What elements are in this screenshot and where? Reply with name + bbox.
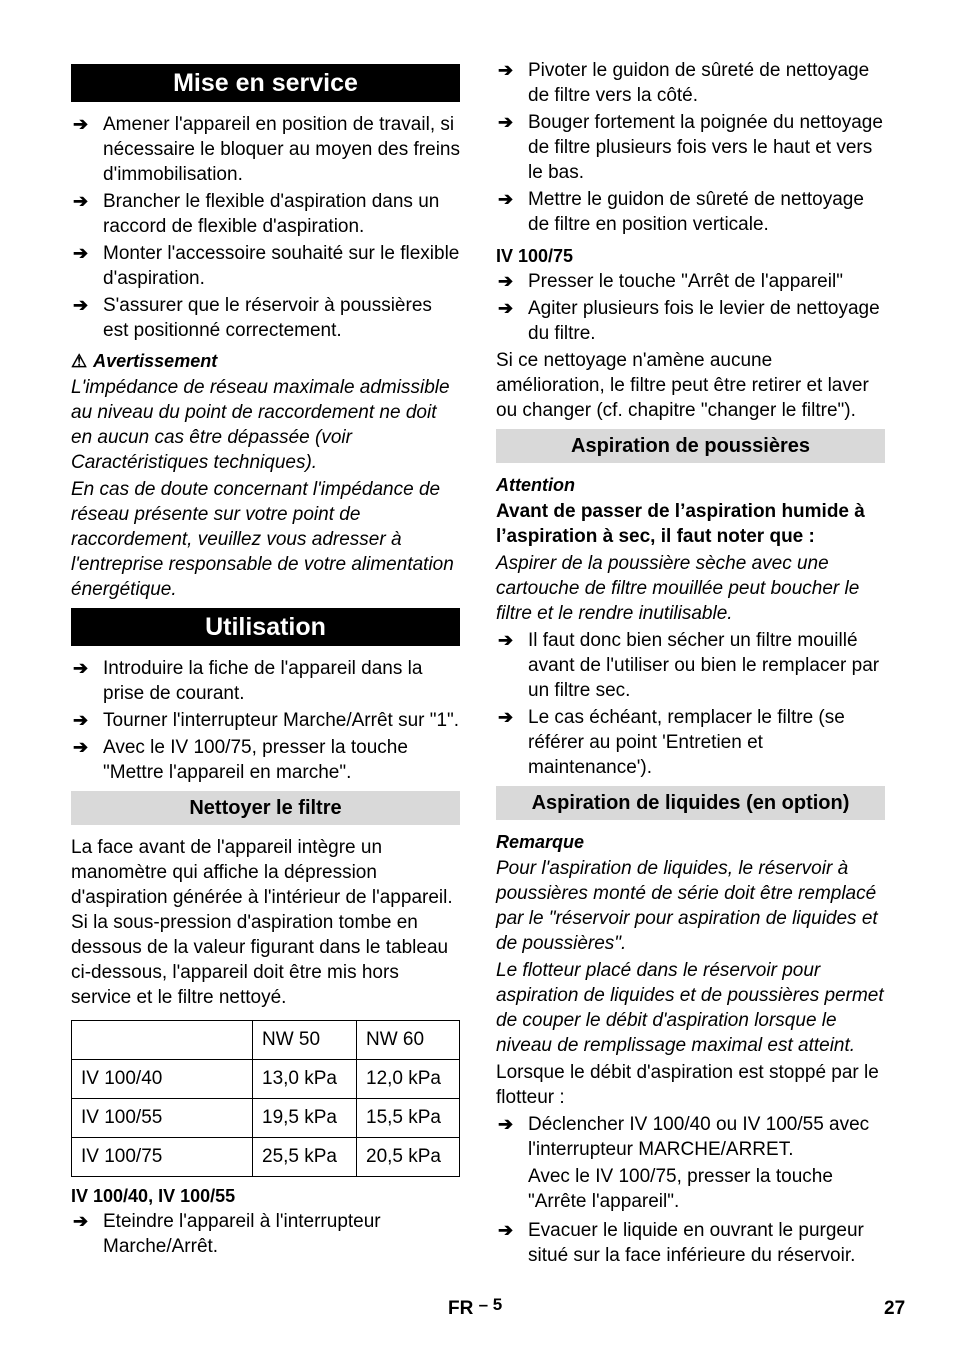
remark-label: Remarque — [496, 832, 585, 852]
arrow-right-icon: ➔ — [498, 271, 514, 291]
warning-label: ⚠ Avertissement — [71, 351, 218, 371]
section-title-aspiration-liquides: Aspiration de liquides (en option) — [496, 786, 885, 820]
table-cell: IV 100/75 — [72, 1138, 253, 1177]
arrow-right-icon: ➔ — [73, 1211, 89, 1231]
table-cell: NW 50 — [253, 1021, 357, 1060]
table-cell: 20,5 kPa — [357, 1138, 460, 1177]
step-item: ➔ Il faut donc bien sécher un filtre mouillé avant de l'utiliser ou bien le remplacer par un filtre sec. — [498, 630, 880, 701]
stop-text: Lorsque le débit d'aspiration est stoppé par le flotteur : — [496, 1062, 879, 1108]
arrow-right-icon: ➔ — [498, 707, 514, 727]
filter-note: Si ce nettoyage n'amène aucune amélioration, le filtre peut être retirer et laver ou changer (cf. chapitre "changer le filtre"). — [496, 350, 869, 421]
subheading-iv-100-75: IV 100/75 — [496, 246, 574, 266]
step-item: ➔ Bouger fortement la poignée du nettoyage de filtre plusieurs fois vers le haut et vers le bas. — [498, 112, 883, 183]
step-item: ➔ Amener l'appareil en position de travail, si nécessaire le bloquer au moyen des freins d'immobilisation. — [73, 114, 460, 185]
arrow-right-icon: ➔ — [73, 114, 89, 134]
step-item: ➔ S'assurer que le réservoir à poussières est positionné correctement. — [73, 295, 432, 341]
step-item: ➔ Eteindre l'appareil à l'interrupteur Marche/Arrêt. — [73, 1211, 381, 1257]
table-header-row — [72, 1021, 460, 1060]
footer-language: FR – 5 — [448, 1295, 503, 1319]
step-item: ➔ Mettre le guidon de sûreté de nettoyage de filtre en position verticale. — [498, 189, 864, 235]
attention-label: Attention — [496, 475, 575, 495]
attention-text: Aspirer de la poussière sèche avec une cartouche de filtre mouillée peut boucher le filtre et le rendre inutilisable. — [496, 553, 860, 624]
section-title-utilisation: Utilisation — [71, 608, 460, 646]
pressure-table — [71, 1020, 460, 1177]
indented-note: Avec le IV 100/75, presser la touche "Arrête l'appareil". — [528, 1166, 833, 1212]
subheading-iv-100-40-55: IV 100/40, IV 100/55 — [71, 1186, 236, 1206]
step-item: ➔ Pivoter le guidon de sûreté de nettoyage de filtre vers la côté. — [498, 60, 870, 106]
table-cell: 19,5 kPa — [253, 1099, 357, 1138]
step-item: ➔ Agiter plusieurs fois le levier de nettoyage du filtre. — [498, 298, 880, 344]
footer-section: – 5 — [478, 1295, 503, 1314]
step-item: ➔ Tourner l'interrupteur Marche/Arrêt sur "1". — [73, 710, 460, 731]
table-cell: 25,5 kPa — [253, 1138, 357, 1177]
step-item: ➔ Le cas échéant, remplacer le filtre (se référer au point 'Entretien et maintenance'). — [498, 707, 845, 778]
left-column — [71, 58, 460, 1261]
filter-description: La face avant de l'appareil intègre un manomètre qui affiche la dépression d'aspiration générée à l'intérieur de l'appareil. Si la sous-pression d'aspiration tombe en dessous de la valeur figurant dans le tableau ci-dessous, l'appareil doit être mis hors service et le filtre nettoyé. — [71, 837, 453, 1008]
table-cell: NW 60 — [357, 1021, 460, 1060]
table-cell: 12,0 kPa — [357, 1060, 460, 1099]
warning-triangle-icon: ⚠ — [71, 351, 88, 371]
step-item: ➔ Monter l'accessoire souhaité sur le flexible d'aspiration. — [73, 243, 460, 289]
arrow-right-icon: ➔ — [498, 112, 514, 132]
table-cell: 15,5 kPa — [357, 1099, 460, 1138]
attention-bold-text: Avant de passer de l’aspiration humide à l’aspiration à sec, il faut noter que : — [496, 501, 865, 547]
warning-text-2: En cas de doute concernant l'impédance de réseau présente sur votre point de raccordement, veuillez vous adresser à l'entreprise responsable de votre alimentation énergétique. — [71, 479, 454, 600]
page-number: 27 — [884, 1298, 906, 1319]
step-item: ➔ Presser le touche "Arrêt de l'appareil" — [498, 271, 843, 292]
table-cell — [72, 1021, 253, 1060]
arrow-right-icon: ➔ — [498, 189, 514, 209]
arrow-right-icon: ➔ — [73, 295, 89, 315]
arrow-right-icon: ➔ — [498, 1220, 514, 1240]
table-row — [72, 1099, 460, 1138]
step-item: ➔ Evacuer le liquide en ouvrant le purgeur situé sur la face inférieure du réservoir. — [498, 1220, 864, 1266]
remark-text-1: Pour l'aspiration de liquides, le réservoir à poussières monté de série doit être remplacé par le "réservoir pour aspiration de liquides et de poussières". — [496, 858, 878, 954]
arrow-right-icon: ➔ — [73, 191, 89, 211]
step-item: ➔ Introduire la fiche de l'appareil dans la prise de courant. — [73, 658, 423, 704]
arrow-right-icon: ➔ — [498, 1114, 514, 1134]
step-item: ➔ Déclencher IV 100/40 ou IV 100/55 avec l'interrupteur MARCHE/ARRET. — [498, 1114, 870, 1160]
remark-text-2: Le flotteur placé dans le réservoir pour aspiration de liquides et de poussières permet de couper le débit d'aspiration lorsque le niveau de remplissage maximal est atteint. — [496, 960, 884, 1056]
arrow-right-icon: ➔ — [73, 737, 89, 757]
step-item: ➔ Avec le IV 100/75, presser la touche "Mettre l'appareil en marche". — [73, 737, 408, 783]
arrow-right-icon: ➔ — [73, 243, 89, 263]
section-title-nettoyer-filtre: Nettoyer le filtre — [71, 791, 460, 825]
mise-steps — [71, 112, 460, 343]
step-item: ➔ Brancher le flexible d'aspiration dans un raccord de flexible d'aspiration. — [73, 191, 440, 237]
arrow-right-icon: ➔ — [498, 298, 514, 318]
section-title-mise-en-service: Mise en service — [71, 64, 460, 102]
section-title-aspiration-poussieres: Aspiration de poussières — [496, 429, 885, 463]
util-steps — [71, 656, 460, 785]
table-cell: IV 100/40 — [72, 1060, 253, 1099]
table-row — [72, 1138, 460, 1177]
arrow-right-icon: ➔ — [73, 658, 89, 678]
arrow-right-icon: ➔ — [498, 630, 514, 650]
arrow-right-icon: ➔ — [73, 710, 89, 730]
table-row — [72, 1060, 460, 1099]
right-column — [496, 58, 885, 1270]
table-cell: 13,0 kPa — [253, 1060, 357, 1099]
warning-text-1: L'impédance de réseau maximale admissible au niveau du point de raccordement ne doit en aucun cas être dépassée (voir Caractéristiques techniques). — [71, 377, 450, 473]
table-cell: IV 100/55 — [72, 1099, 253, 1138]
arrow-right-icon: ➔ — [498, 60, 514, 80]
